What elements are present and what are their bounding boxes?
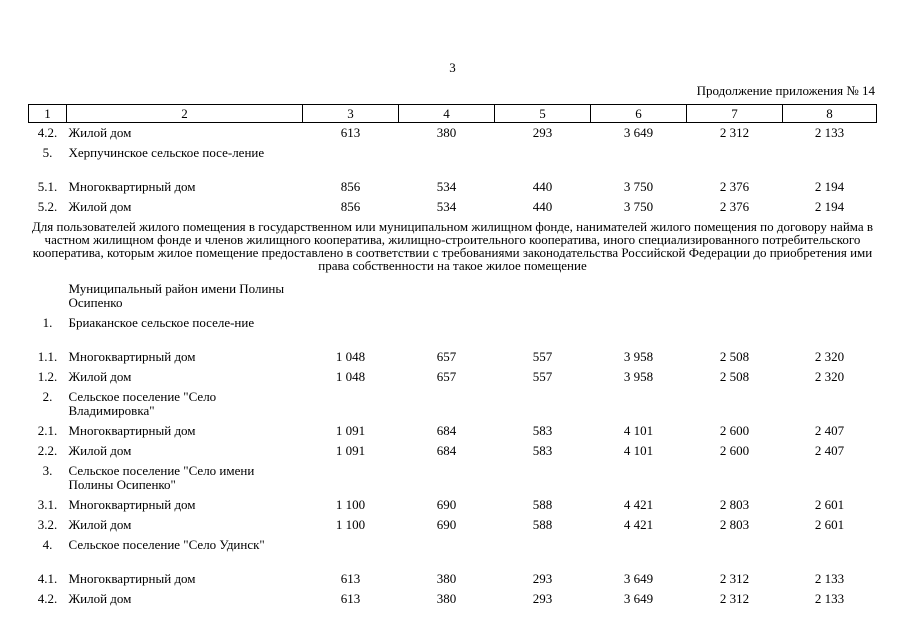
row-number: 4.2. bbox=[37, 590, 58, 606]
value-cell: 380 bbox=[436, 590, 457, 606]
value-cell: 440 bbox=[532, 178, 553, 194]
value-cell bbox=[399, 535, 495, 569]
value-cell: 2 803 bbox=[719, 516, 750, 532]
column-header: 1 bbox=[29, 105, 67, 123]
value-cell: 3 958 bbox=[623, 368, 654, 384]
page-number: 3 bbox=[449, 60, 456, 75]
value-cell bbox=[399, 313, 495, 347]
value-cell bbox=[495, 279, 591, 313]
value-cell: 2 312 bbox=[719, 590, 750, 606]
value-cell: 2 601 bbox=[814, 516, 845, 532]
value-cell bbox=[399, 279, 495, 313]
table-body bbox=[29, 123, 877, 609]
column-header: 2 bbox=[67, 105, 303, 123]
value-cell: 856 bbox=[340, 198, 361, 214]
row-name: Многоквартирный дом bbox=[68, 570, 196, 586]
row-number: 3.2. bbox=[37, 516, 58, 532]
value-cell: 684 bbox=[436, 442, 457, 458]
value-cell: 2 312 bbox=[719, 125, 750, 140]
value-cell bbox=[591, 143, 687, 177]
value-cell: 4 421 bbox=[623, 516, 654, 532]
column-header: 7 bbox=[687, 105, 783, 123]
table-row bbox=[29, 569, 877, 589]
value-cell: 2 600 bbox=[719, 422, 750, 438]
value-cell bbox=[783, 387, 877, 421]
value-cell bbox=[495, 535, 591, 569]
value-cell bbox=[495, 461, 591, 495]
value-cell bbox=[783, 279, 877, 313]
value-cell bbox=[399, 461, 495, 495]
row-name: Многоквартирный дом bbox=[68, 496, 196, 512]
value-cell bbox=[495, 387, 591, 421]
row-number: 1.1. bbox=[37, 348, 58, 364]
value-cell bbox=[591, 535, 687, 569]
row-number: 2. bbox=[42, 388, 53, 404]
value-cell: 380 bbox=[436, 570, 457, 586]
header-row bbox=[29, 105, 877, 123]
value-cell: 1 091 bbox=[335, 422, 366, 438]
table-row bbox=[29, 515, 877, 535]
value-cell bbox=[591, 313, 687, 347]
value-cell bbox=[303, 313, 399, 347]
value-cell: 583 bbox=[532, 422, 553, 438]
value-cell bbox=[591, 461, 687, 495]
value-cell: 2 194 bbox=[814, 178, 845, 194]
value-cell: 3 649 bbox=[623, 590, 654, 606]
value-cell: 613 bbox=[340, 590, 361, 606]
value-cell: 2 320 bbox=[814, 368, 845, 384]
value-cell: 588 bbox=[532, 496, 553, 512]
value-cell: 534 bbox=[436, 198, 457, 214]
row-name: Многоквартирный дом bbox=[68, 422, 196, 438]
value-cell: 657 bbox=[436, 348, 457, 364]
row-name: Сельское поселение "Село Владимировка" bbox=[68, 388, 217, 418]
value-cell bbox=[495, 313, 591, 347]
row-name: Херпучинское сельское посе-ление bbox=[68, 144, 265, 160]
value-cell: 293 bbox=[532, 590, 553, 606]
value-cell bbox=[783, 313, 877, 347]
value-cell: 2 133 bbox=[814, 590, 845, 606]
value-cell: 557 bbox=[532, 348, 553, 364]
value-cell: 2 312 bbox=[719, 570, 750, 586]
value-cell: 690 bbox=[436, 516, 457, 532]
value-cell: 3 649 bbox=[623, 125, 654, 140]
table-row bbox=[29, 535, 877, 569]
table-row bbox=[29, 177, 877, 197]
value-cell: 1 091 bbox=[335, 442, 366, 458]
value-cell bbox=[687, 535, 783, 569]
value-cell: 613 bbox=[340, 570, 361, 586]
value-cell bbox=[303, 279, 399, 313]
value-cell bbox=[303, 461, 399, 495]
row-number: 4.1. bbox=[37, 570, 58, 586]
row-number: 2.2. bbox=[37, 442, 58, 458]
row-name: Жилой дом bbox=[68, 368, 132, 384]
value-cell: 557 bbox=[532, 368, 553, 384]
row-number: 1. bbox=[42, 314, 53, 330]
value-cell: 2 407 bbox=[814, 442, 845, 458]
value-cell: 293 bbox=[532, 570, 553, 586]
value-cell: 2 600 bbox=[719, 442, 750, 458]
value-cell: 380 bbox=[436, 125, 457, 140]
row-number: 2.1. bbox=[37, 422, 58, 438]
table-row bbox=[29, 589, 877, 609]
value-cell: 2 407 bbox=[814, 422, 845, 438]
value-cell: 2 601 bbox=[814, 496, 845, 512]
row-number: 3.1. bbox=[37, 496, 58, 512]
row-number: 4.2. bbox=[37, 125, 58, 140]
value-cell bbox=[783, 461, 877, 495]
value-cell: 2 133 bbox=[814, 125, 845, 140]
value-cell bbox=[399, 143, 495, 177]
value-cell: 657 bbox=[436, 368, 457, 384]
value-cell: 690 bbox=[436, 496, 457, 512]
value-cell bbox=[591, 279, 687, 313]
value-cell bbox=[783, 535, 877, 569]
row-name: Жилой дом bbox=[68, 198, 132, 214]
value-cell bbox=[303, 535, 399, 569]
row-number: 4. bbox=[42, 536, 53, 552]
value-cell: 588 bbox=[532, 516, 553, 532]
value-cell: 4 421 bbox=[623, 496, 654, 512]
value-cell bbox=[783, 143, 877, 177]
value-cell: 293 bbox=[532, 125, 553, 140]
value-cell: 2 376 bbox=[719, 178, 750, 194]
table-row bbox=[29, 421, 877, 441]
value-cell: 4 101 bbox=[623, 422, 654, 438]
table-row bbox=[29, 313, 877, 347]
row-number: 1.2. bbox=[37, 368, 58, 384]
table-row bbox=[29, 441, 877, 461]
value-cell bbox=[399, 387, 495, 421]
value-cell: 3 649 bbox=[623, 570, 654, 586]
table-row bbox=[29, 495, 877, 515]
value-cell: 3 750 bbox=[623, 198, 654, 214]
table-row bbox=[29, 367, 877, 387]
value-cell: 1 048 bbox=[335, 368, 366, 384]
value-cell: 1 100 bbox=[335, 516, 366, 532]
value-cell bbox=[303, 143, 399, 177]
row-name: Многоквартирный дом bbox=[68, 178, 196, 194]
row-number bbox=[29, 279, 67, 313]
value-cell: 684 bbox=[436, 422, 457, 438]
row-name: Жилой дом bbox=[68, 442, 132, 458]
value-cell: 856 bbox=[340, 178, 361, 194]
table-row bbox=[29, 123, 877, 143]
value-cell bbox=[303, 387, 399, 421]
tariff-table bbox=[28, 104, 877, 609]
table-row bbox=[29, 143, 877, 177]
value-cell bbox=[687, 461, 783, 495]
value-cell: 2 508 bbox=[719, 368, 750, 384]
section-note: Для пользователей жилого помещения в государственном или муниципальном жилищном фонде, нанимателей жилого помещения по договору найма в частном жилищном фонде и членов жилищного кооператива, жилищно-строительного кооператива, иного специализированного потребительского кооператива, которым жилое помещение предоставлено в соответствии с требованиями законодательства Российской Федерации до приобретения ими права собственности на такое жилое помещение bbox=[31, 218, 874, 273]
row-name: Жилой дом bbox=[68, 125, 132, 140]
value-cell: 1 100 bbox=[335, 496, 366, 512]
value-cell: 3 750 bbox=[623, 178, 654, 194]
table-row bbox=[29, 387, 877, 421]
value-cell: 2 803 bbox=[719, 496, 750, 512]
value-cell: 2 194 bbox=[814, 198, 845, 214]
column-header: 6 bbox=[591, 105, 687, 123]
row-name: Муниципальный район имени Полины Осипенко bbox=[68, 280, 285, 310]
value-cell bbox=[687, 279, 783, 313]
row-name: Сельское поселение "Село имени Полины Осипенко" bbox=[68, 462, 255, 492]
row-number: 5.2. bbox=[37, 198, 58, 214]
value-cell: 2 320 bbox=[814, 348, 845, 364]
table-row bbox=[29, 279, 877, 313]
value-cell: 440 bbox=[532, 198, 553, 214]
value-cell bbox=[687, 313, 783, 347]
column-header: 3 bbox=[303, 105, 399, 123]
value-cell: 2 376 bbox=[719, 198, 750, 214]
column-header: 4 bbox=[399, 105, 495, 123]
value-cell bbox=[687, 143, 783, 177]
row-number: 5. bbox=[42, 144, 53, 160]
row-name: Жилой дом bbox=[68, 516, 132, 532]
value-cell: 1 048 bbox=[335, 348, 366, 364]
value-cell: 534 bbox=[436, 178, 457, 194]
row-name: Бриаканское сельское поселе-ние bbox=[68, 314, 255, 330]
value-cell bbox=[495, 143, 591, 177]
value-cell: 2 508 bbox=[719, 348, 750, 364]
value-cell: 3 958 bbox=[623, 348, 654, 364]
value-cell: 613 bbox=[340, 125, 361, 140]
column-header: 5 bbox=[495, 105, 591, 123]
table-row bbox=[29, 197, 877, 217]
value-cell: 4 101 bbox=[623, 442, 654, 458]
value-cell: 583 bbox=[532, 442, 553, 458]
row-number: 5.1. bbox=[37, 178, 58, 194]
row-name: Многоквартирный дом bbox=[68, 348, 196, 364]
table-row bbox=[29, 347, 877, 367]
table-row bbox=[29, 461, 877, 495]
value-cell bbox=[687, 387, 783, 421]
value-cell bbox=[591, 387, 687, 421]
value-cell: 2 133 bbox=[814, 570, 845, 586]
column-header: 8 bbox=[783, 105, 877, 123]
table-row bbox=[29, 217, 877, 279]
row-name: Сельское поселение "Село Удинск" bbox=[68, 536, 265, 552]
appendix-continuation-note: Продолжение приложения № 14 bbox=[696, 83, 875, 98]
row-name: Жилой дом bbox=[68, 590, 132, 606]
row-number: 3. bbox=[42, 462, 53, 478]
